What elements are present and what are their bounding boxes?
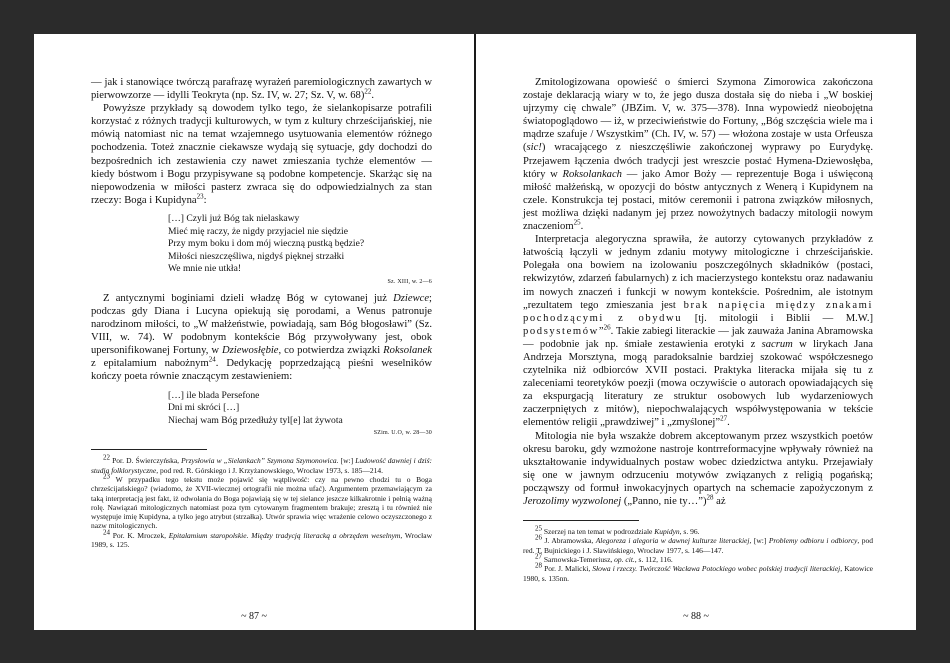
verse-line: […] Czyli już Bóg tak nielaskawy (168, 212, 300, 224)
footnote-mark: 23 (196, 192, 204, 201)
paragraph (523, 76, 873, 233)
footnote-divider (91, 449, 207, 450)
text-run: Zmitologizowana opowieść o śmierci Szymona Zimorowica zakończona zostaje deklaracją wiary w to, że jego dusza dostała się do nieba i „W boskiej ujrzymy cię chwale” (JBZim. V, w. 375—378). Inna wypowiedź nieobojętna światopoglądowo — iż, w przeciwieństwie do Fortuny, „Bóg szczęścia wiele ma i mądrze szafuje / Wszystkim” (Ch. IV, w. 57) — włożona zostaje w usta Orfeusza ( (523, 77, 873, 154)
verse-quote (168, 213, 432, 286)
text-run: aż (713, 496, 726, 507)
footnote-number: 27 (535, 552, 542, 561)
footnote-mark: 26 (603, 323, 611, 332)
spaced-emphasis: brak napięcia między znakami pochodzącymi z obydwu (523, 299, 874, 324)
text-run: , Katowice 1980, s. 135nn. (523, 564, 873, 583)
spaced-emphasis: podsystemów (523, 325, 599, 337)
page-right (476, 34, 916, 630)
paragraph (91, 76, 432, 102)
text-run: : (203, 194, 207, 206)
text-run: z epitalamium nabożnym (91, 358, 209, 370)
italic-title: Przysłowia w „Sielankach” Szymona Szymonowica. (181, 456, 339, 466)
verse-line: We mnie nie utkła! (168, 263, 242, 275)
text-run: [w:] (751, 536, 769, 546)
italic-title: Roksolanek (383, 345, 433, 357)
footnote (91, 472, 433, 531)
verse-source: Sz. XIII, w. 2—6 (387, 278, 432, 285)
footnote-number: 26 (535, 533, 542, 542)
text-run: Por. D. Świerczyńska, (112, 456, 182, 466)
footnote-mark: 22 (364, 87, 372, 96)
page-number: ~ 87 ~ (241, 611, 267, 622)
page-number: ~ 88 ~ (683, 611, 709, 622)
text-run: ” (598, 325, 604, 337)
text-run: Z antycznymi boginiami dzieli władzę Bóg w cytowanej już (103, 292, 394, 304)
page-right-body (523, 76, 873, 583)
text-run: Mitologia nie była wszakże dobrem akceptowanym przez wszystkich poetów okresu baroku, gdy wzmożone nastroje kontrreformacyjne wpływały również na ukształtowanie indywidualnych postaw wobec dziedzictwa antyku. Przejawiały się one w jawnym odrzuceniu motywów związanych z religią pogańską; począwszy od formuł inwokacyjnych opartych na schemacie zapożyczonym z (523, 430, 873, 494)
italic-title: Słowa i rzeczy. Twórczość Wacława Potockiego wobec polskiej tradycji literackiej (592, 564, 841, 574)
footnote-divider (523, 520, 639, 521)
italic-title: op. cit. (614, 554, 635, 564)
text-run: Szerzej na ten temat w podrozdziale (543, 527, 655, 537)
footnote-number: 23 (103, 472, 110, 481)
text-run: , pod red. R. Górskiego i J. Krzyżanowskiego, Wrocław 1973, s. 185—214. (156, 465, 384, 475)
paragraph (91, 102, 432, 207)
footnote-mark: 28 (706, 493, 714, 502)
italic-text: sacrum (761, 338, 793, 350)
text-run: . Dedykację poprzedzającą pieśni weselników kończy poeta równie znaczącym zestawieniem: (91, 358, 432, 383)
text-run: Sarnowska-Temeriusz, (543, 554, 615, 564)
verse-line: Przy mym boku i dom mój wieczną pustką będzie? (168, 238, 365, 250)
italic-title: Dziewce (393, 292, 430, 304)
footnote-number: 24 (103, 528, 110, 537)
text-run: . (727, 417, 730, 429)
text-run: . Takie zabiegi literackie — jak zauważa Janina Abramowska — podobnie jak np. śmiałe zestawienia erotyki z (523, 325, 873, 350)
italic-text: sic! (526, 142, 542, 154)
text-run: , s. 96. (679, 527, 700, 537)
text-run: J. Abramowska, (544, 536, 596, 546)
paragraph (523, 430, 873, 509)
text-run: — jako Amor Boży — reprezentuje Boga i uświęconą miłość małżeńską, w opozycji do bóstw antycznych z Wenerą i Kupidynem na czele. Konstrukcja tej postaci, mitów ceremonii i patrona związków miłosnych, jest możliwa dzięki nadanym jej przez nowożytnych badaczy mitologii nowym znaczeniom (523, 168, 873, 233)
italic-title: Problemy odbioru i odbiorcy (768, 536, 858, 546)
text-run: , s. 112, 116. (634, 554, 673, 564)
page-left-body (91, 76, 432, 549)
italic-title: Kupidyn (654, 527, 680, 537)
verse-line: […] ile blada Persefone (168, 389, 260, 401)
text-run: Por. K. Mroczek, (112, 530, 169, 540)
verse-source: SZim. U.O, w. 28—30 (373, 430, 432, 437)
text-run: Powyższe przykłady są dowodem tylko tego, że sielankopisarze potrafili korzystać z różnych tradycji kulturowych, w tym z kultury chrześcijańskiej, nie mówią natomiast nic na temat wzajemnego usytuowania elementów różnego pochodzenia. Toteż znacznie ciekawsze wydają się sytuacje, gdy dochodzi do bezpośrednich ich zestawienia czy nawet zmieszania tychże elementów — kiedy bóstwom i Bogu przypisywane są podobne kompetencje. Skarżąc się na niepowodzenia w miłości pasterz zwraca się do odpowiedzialnych za stan rzeczy: Boga i Kupidyna (91, 103, 432, 206)
text-run: [tj. mitologii i Biblii — M.W.] (682, 312, 873, 324)
text-run: Por. J. Malicki, (544, 564, 593, 574)
footnote-number: 28 (535, 561, 542, 570)
text-run: . (371, 90, 375, 102)
footnote-mark: 27 (720, 414, 728, 423)
text-run: W przypadku tego tekstu może pojawić się wątpliwość: czy na pewno chodzi tu o Boga chrześcijańskiego? (wiadomo, że XVII-wiecznej ortografii nie można ufać). Argumentem przemawiającym za taką interpretacją jest fakt, iż odwołania do Boga pojawiają się w tej sielance jeszcze kilkakrotnie i pełnią ważną rolę. Nawiązań mitologicznych natomiast poza tym cytowanym fragmentem brakuje; zresztą i tu również nie występuje imię Kupidyna, a tylko jego atrybut (strzałka). Utwór sprawia więc wrażenie celowo oczyszczonego z nazw mitologicznych. (91, 474, 433, 531)
verse-quote (168, 390, 432, 438)
verse-line: Miłości nieszczęśliwa, nigdyś pięknej strzałki (168, 250, 345, 262)
footnote-number: 22 (103, 453, 110, 462)
verse-line: Dni mi skróci […] (168, 402, 240, 414)
footnote (523, 561, 873, 583)
paragraph (523, 233, 873, 429)
footnote (91, 528, 432, 550)
text-run: Interpretacja alegoryczna sprawiła, że autorzy cytowanych przykładów z łatwością łączyli w jednym zdaniu motywy mitologiczne i chrześcijańskie. Polegała ona bowiem na izolowaniu poszczególnych składników (postaci, rekwizytów, zdarzeń fabularnych) z ich macierzystego kontekstu oraz nadawaniu im nowych znaczeń i funkcji w nowym kontekście. Pośrednim, ale istotnym „rezultatem tego zmieszania jest (523, 234, 873, 311)
page-left (34, 34, 474, 630)
footnote-number: 25 (535, 524, 542, 533)
text-run: ) wracającego z nieszczęśliwie zakończonej wyprawy po Eurydykę. Przejawem łączenia dwóch tradycji jest wreszcie postać Hymena-Dziewosłęba, który w (523, 142, 873, 180)
text-run: — jak i stanowiące twórczą parafrazę wyrażeń paremiologicznych zawartych w pierwowzorze — idylli Teokryta (np. Sz. IV, w. 27; Sz. V, w. 68) (91, 77, 432, 102)
footnote-mark: 25 (573, 218, 581, 227)
text-run: [w:] (338, 456, 356, 466)
footnote (523, 552, 873, 564)
footnote (91, 453, 432, 475)
italic-title: Dziewosłębie (222, 345, 279, 357)
text-run: , co potwierdza związki (278, 345, 384, 357)
italic-title: Jerozolimy wyzwolonej (523, 496, 622, 507)
verse-line: Niechaj wam Bóg przedłuży tyl[e] lat żywota (168, 414, 343, 426)
italic-title: Roksolankach (562, 168, 622, 180)
text-run: . (580, 221, 584, 233)
text-run: , Wrocław 1989, s. 125. (91, 530, 432, 550)
footnote (523, 524, 873, 537)
paragraph (91, 292, 432, 384)
text-run: w lirykach Jana Andrzeja Morsztyna, mogą paradoksalnie bardziej szokować współczesnego czytelnika niż odbiorców XVII postaci. Praktyka literacka mijała się tu z zaleceniami teoretyków poezji (mowa oczywiście o autorach opowiadających się za ekspurgacją literatury ze struktur osobowych lub wydarzeniowych zaczerpniętych z mitów), niepochwalających współwystępowania w tekście elementów religii „prawdziwej” i „zmyślonej” (523, 338, 873, 429)
footnote-mark: 24 (208, 355, 216, 364)
text-run: („Panno, nie ty…”) (621, 496, 707, 507)
italic-title: Epitalamium staropolskie. Między tradycją literacką a obrzędem weselnym (168, 530, 401, 540)
text-run: , pod red. T. Bujnickiego i J. Sławińskiego, Wrocław 1977, s. 146—147. (523, 536, 873, 555)
verse-line: Mieć mię raczy, że nigdy przyjaciel nie siędzie (168, 225, 348, 237)
footnote (523, 533, 873, 555)
italic-title: Ludowość dawniej i dziś: studia folklorystyczne (91, 456, 432, 475)
text-run: ; podczas gdy Diana i Lucyna opiekują się porodami, a Wenus patronuje narodzinom miłości, to „W małżeństwie, powiadają, sam Bóg błogosławi” (Sz. VIII, w. 74). W podobnym kontekście Bóg przywoływany jest, obok upersonifikowanej Fortuny, w (91, 292, 432, 357)
italic-title: Alegoreza i alegoria w dawnej kulturze literackiej, (595, 536, 752, 546)
